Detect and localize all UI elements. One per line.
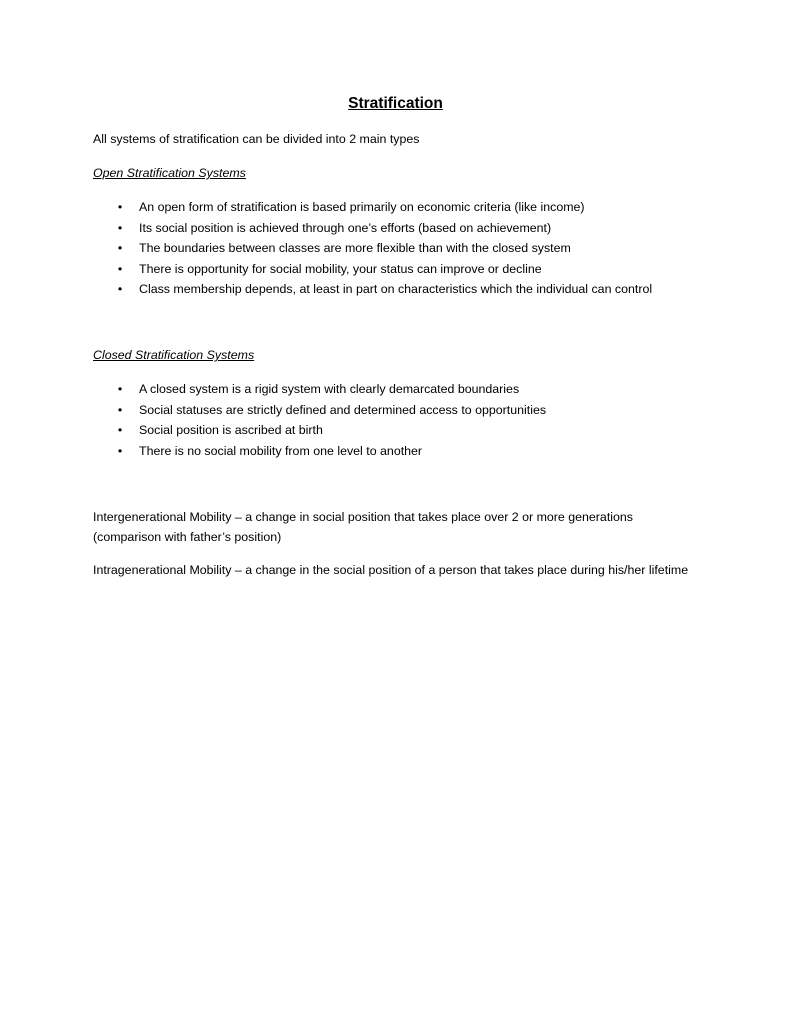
bullet-icon: •	[117, 282, 123, 297]
list-item	[93, 400, 546, 421]
intragenerational-definition: Intragenerational Mobility – a change in the social position of a person that takes place during his/her lifetime	[93, 563, 689, 577]
list-item	[93, 218, 652, 239]
bullet-icon: •	[117, 241, 123, 256]
list-item-text: There is no social mobility from one level to another	[139, 443, 423, 458]
bullet-icon: •	[117, 200, 123, 214]
list-item-text: An open form of stratification is based primarily on economic criteria (like income)	[139, 200, 585, 214]
list-item	[93, 197, 652, 218]
list-item-text: There is opportunity for social mobility, your status can improve or decline	[139, 261, 542, 276]
closed-bullet-list	[93, 379, 546, 461]
list-item-text: A closed system is a rigid system with clearly demarcated boundaries	[139, 382, 520, 396]
bullet-icon: •	[117, 382, 123, 396]
list-item-text: Class membership depends, at least in part on characteristics which the individual can control	[139, 282, 653, 297]
list-item	[93, 279, 652, 300]
intro-paragraph: All systems of stratification can be divided into 2 main types	[93, 132, 420, 146]
list-item-text: Its social position is achieved through one’s efforts (based on achievement)	[139, 220, 552, 235]
list-item	[93, 379, 546, 400]
closed-section-heading: Closed Stratification Systems	[93, 348, 255, 362]
list-item	[93, 238, 652, 259]
open-section-heading: Open Stratification Systems	[93, 166, 246, 180]
open-bullet-list	[93, 197, 652, 300]
bullet-icon: •	[117, 443, 123, 458]
list-item	[93, 420, 546, 441]
list-item-text: Social statuses are strictly defined and determined access to opportunities	[139, 402, 547, 417]
bullet-icon: •	[117, 402, 123, 417]
intergenerational-definition: Intergenerational Mobility – a change in social position that takes place over 2 or more generations (comparison with father’s position)	[93, 510, 633, 544]
bullet-icon: •	[117, 423, 123, 438]
bullet-icon: •	[117, 261, 123, 276]
list-item	[93, 441, 546, 462]
list-item-text: Social position is ascribed at birth	[139, 423, 323, 438]
bullet-icon: •	[117, 220, 123, 235]
list-item-text: The boundaries between classes are more flexible than with the closed system	[139, 241, 571, 256]
page-title: Stratification	[348, 95, 443, 112]
list-item	[93, 259, 652, 280]
